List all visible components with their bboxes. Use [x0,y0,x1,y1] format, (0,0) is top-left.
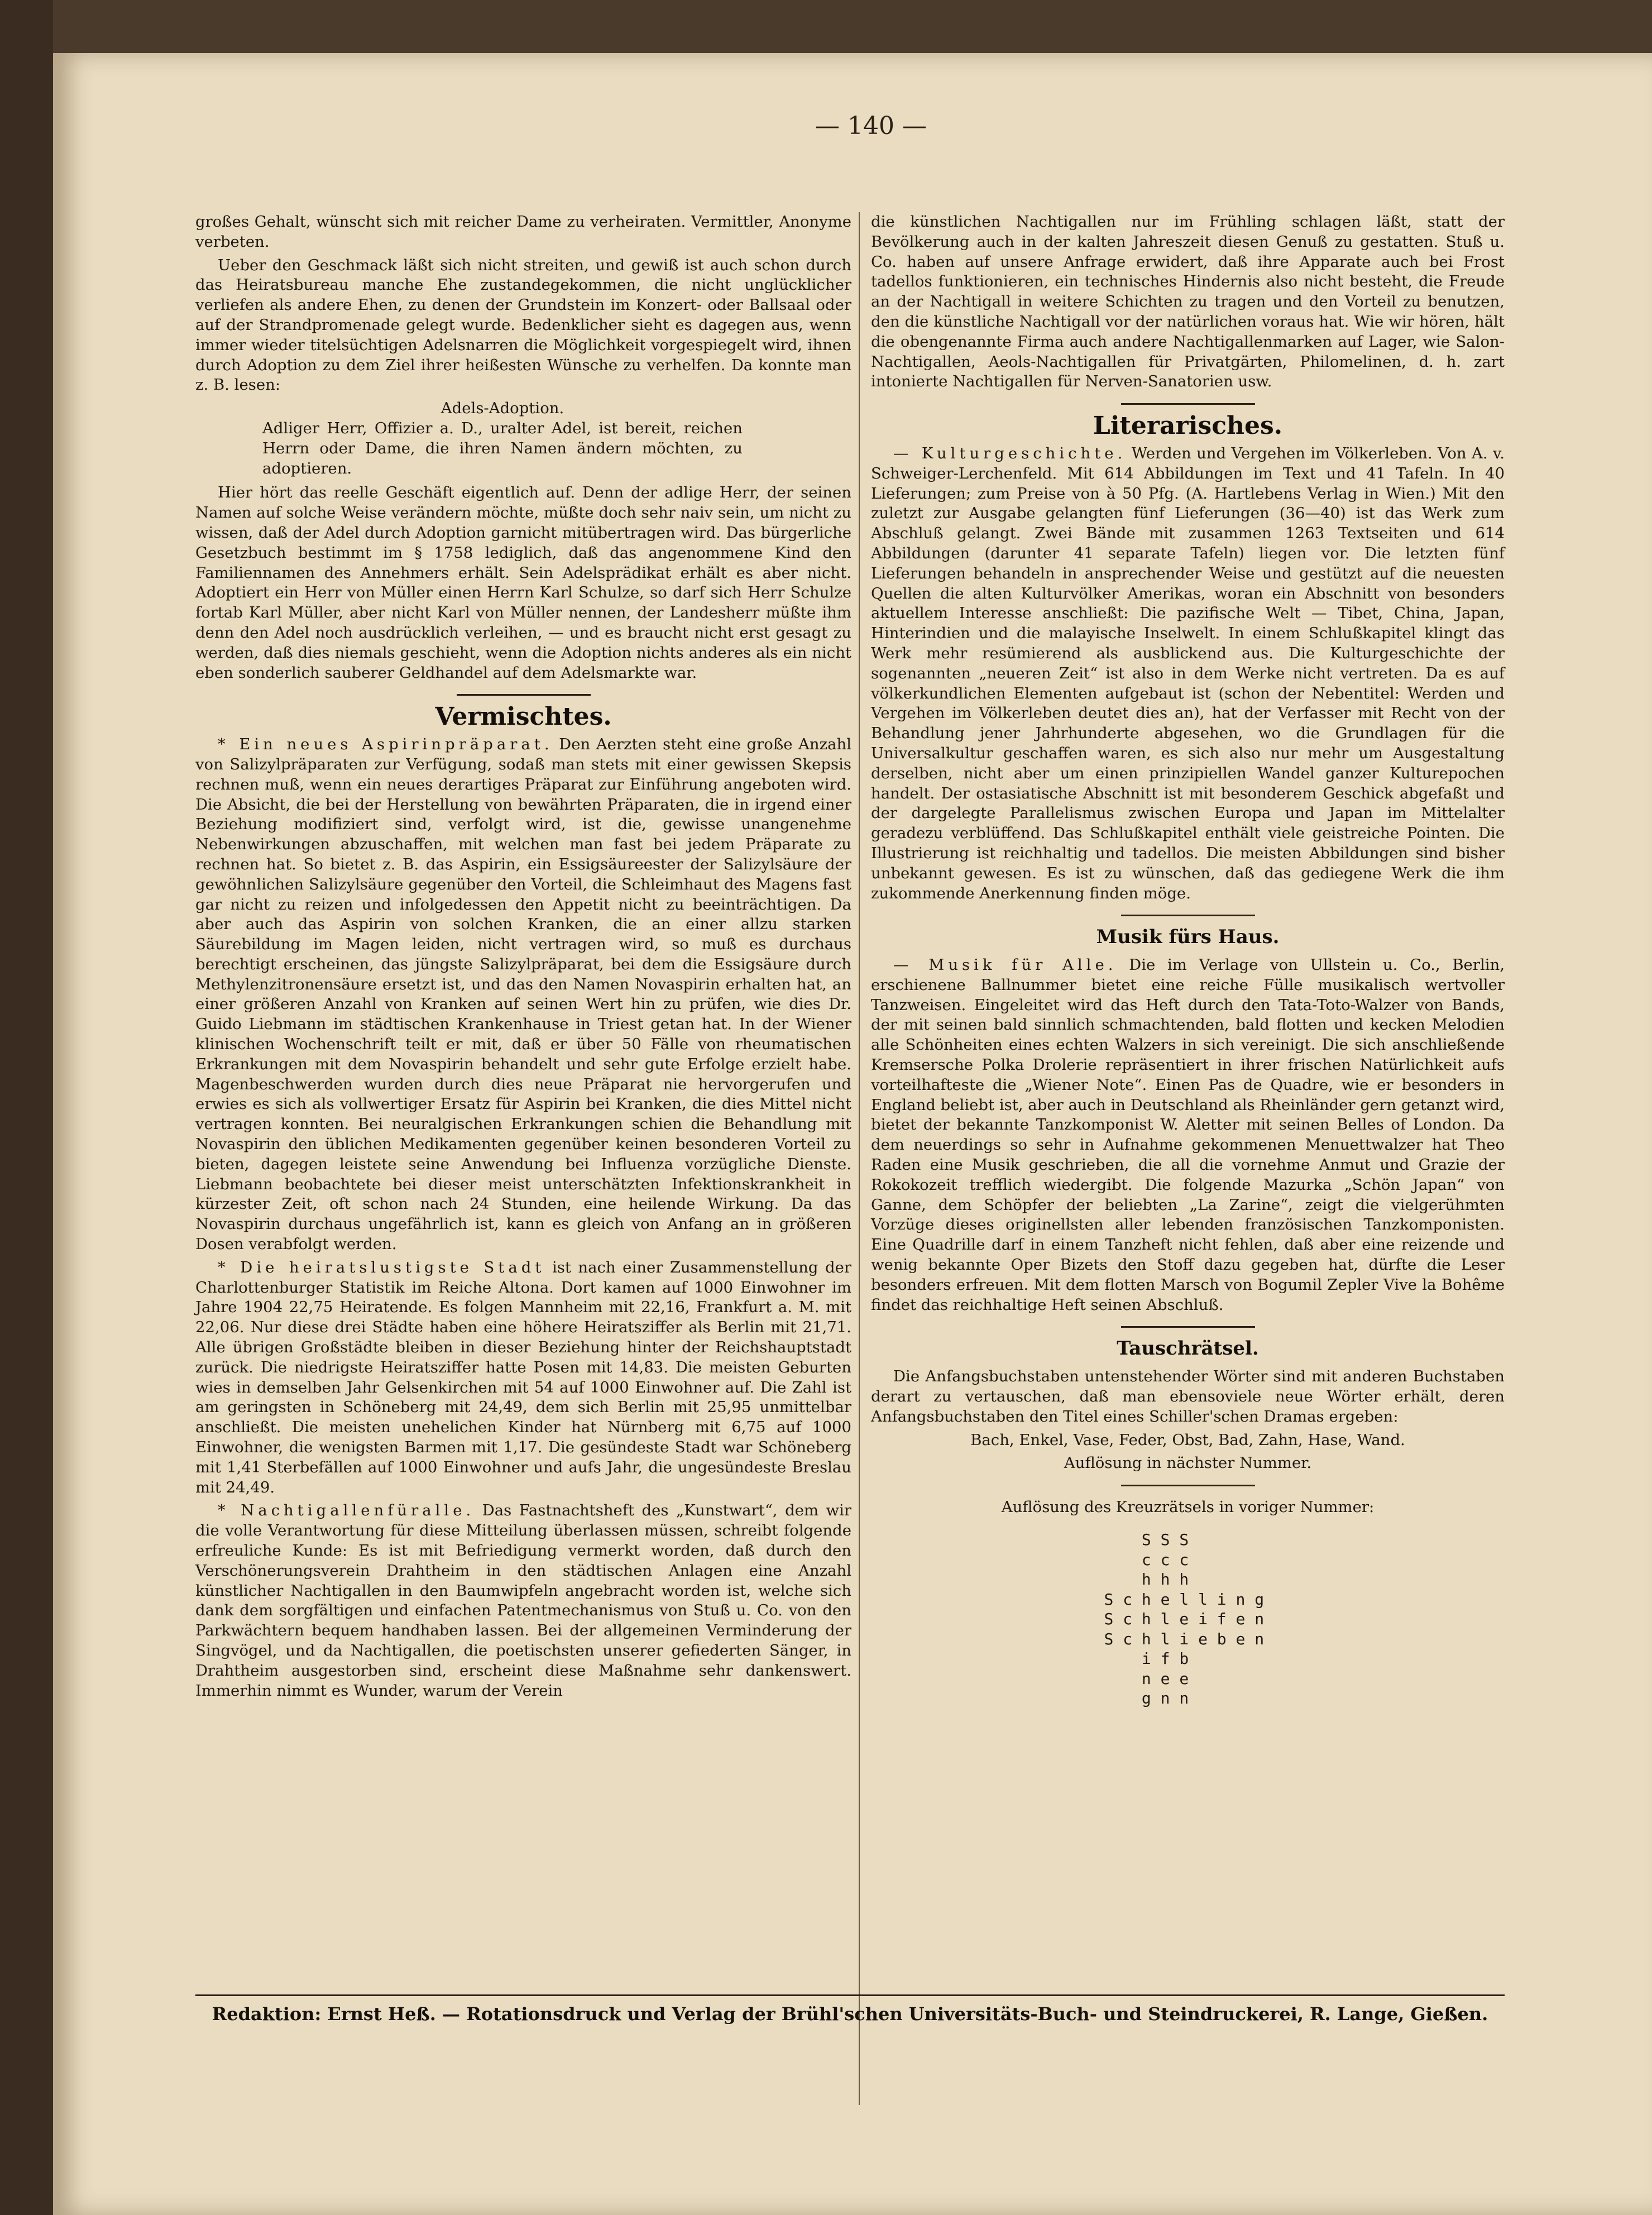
section-heading-music: Musik fürs Haus. [1096,926,1280,949]
book-binding [0,0,53,2215]
quote-text: Adliger Herr, Offizier a. D., uralter Adel, ist bereit, reichen Herrn oder Dame, die ihren Namen ändern möchten, zu adoptieren. [262,419,743,477]
right-column [871,212,1505,1709]
culture-review [871,444,1505,903]
section-rule [1121,1326,1255,1328]
solution-heading: Auflösung des Kreuzrätsels in voriger Nummer: [1001,1498,1375,1516]
quote-title: Adels-Adoption. [440,399,564,418]
article-text: ist nach einer Zusammenstellung der Charlottenburger Statistik im Reiche Altona. Dort kamen auf 1000 Einwohner im Jahre 1904 22,75 Heiratende. Es folgen Mannheim mit 22,16, Frankfurt a. M. mit 22,06. Nur diese drei Städte haben eine höhere Heiratsziffer als Berlin mit 21,71. Alle übrigen Großstädte bleiben in dieser Beziehung hinter der Reichshauptstadt zurück. Die niedrigste Heiratsziffer hatte Posen mit 14,83. Die meisten Geburten wies in demselben Jahr Gelsenkirchen mit 54 auf 1000 Einwohner auf. Die Zahl ist am geringsten in Schöneberg mit 24,49, dem sich Berlin mit 25,95 unmittelbar anschließt. Die meisten unehelichen Kinder hat Nürnberg mit 6,75 auf 1000 Einwohner, die wenigsten Barmen mit 1,17. Die gesündeste Stadt war Schöneberg mit 1,41 Sterbefällen auf 1000 Einwohner und aufs Jahr, die ungesündeste Breslau mit 24,49. [195,1258,851,1496]
article-lead: * Die heiratslustigste Stadt [218,1258,545,1276]
crossword-solution-grid: S S S c c c h h h S c h e l l i n g S c h l e i f e n S c h l i e b e n i f b n e e g n n [1104,1530,1265,1708]
section-rule [457,694,591,696]
puzzle-intro: Die Anfangsbuchstaben untenstehender Wörter sind mit anderen Buchstaben derart zu vertauschen, daß man ebensoviele neue Wörter erhält, deren Anfangsbuchstaben den Titel eines Schiller'schen Dramas ergeben: [871,1367,1505,1425]
imprint-footer: Redaktion: Ernst Heß. — Rotationsdruck und Verlag der Brühl'schen Universitäts-Buch- und Steindruckerei, R. Lange, Gießen. [212,2003,1488,2025]
footer-rule [195,1994,1505,1996]
article-text: Werden und Vergehen im Völkerleben. Von A. v. Schweiger-Lerchenfeld. Mit 614 Abbildungen im Text und 41 Tafeln. In 40 Lieferungen; zum Preise von à 50 Pfg. (A. Hartlebens Verlag in Wien.) Mit den zuletzt zur Ausgabe gelangten fünf Lieferungen (36—40) ist das Werk zum Abschluß gelangt. Zwei Bände mit zusammen 1263 Textseiten und 614 Abbildungen (darunter 41 separate Tafeln) liegen vor. Die letzten fünf Lieferungen behandeln in ansprechender Weise und gestützt auf die neuesten Quellen die alten Kulturvölker Amerikas, woran ein Abschnitt von besonders aktuellem Interesse anschließt: Die pazifische Welt — Tibet, China, Japan, Hinterindien und die malayische Inselwelt. In einem Schlußkapitel klingt das Werk mehr resümierend als ausblickend aus. Die Kulturgeschichte der sogenannten „neueren Zeit“ ist also in dem Werke nicht vertreten. Da es auf völkerkundlichen Elementen aufgebaut ist (schon der Nebentitel: Werden und Vergehen im Völkerleben deutet dies an), hat der Verfasser mit Recht von der Behandlung jener Jahrhunderte abgesehen, wo die Grundlagen für die Universalkultur geschaffen waren, es sich also nur mehr um Ausgestaltung derselben, nicht aber um einen prinzipiellen Wandel ganzer Kulturepochen handelt. Der ostasiatische Abschnitt ist mit besonderem Geschick abgefaßt und der dargelegte Parallelismus zwischen Europa und Japan im Mittelalter geradezu verblüffend. Das Schlußkapitel enthält viele geistreiche Pointen. Die Illustrierung ist reichhaltig und tadellos. Die meisten Abbildungen sind bisher unbekannt gewesen. Es ist zu wünschen, daß das gediegene Werk die ihm zukommende Anerkennung finden möge. [871,444,1505,902]
intro-paragraph: großes Gehalt, wünscht sich mit reicher Dame zu verheiraten. Vermittler, Anonyme verbeten. [195,213,851,251]
section-rule [1121,915,1255,916]
marriage-article [195,1258,851,1498]
music-review [871,955,1505,1315]
adoption-ad-quote [262,399,743,479]
column-divider [859,212,860,2105]
article-text: Die im Verlage von Ullstein u. Co., Berlin, erschienene Ballnummer bietet eine reiche Fülle musikalisch wertvoller Tanzweisen. Eingeleitet wird das Heft durch den Tata-Toto-Walzer von Bands, der mit seinen bald sinnlich schmachtenden, bald flotten und kecken Melodien alle Schönheiten eines echten Walzers in sich vereinigt. Die sich anschließende Kremsersche Polka Drolerie repräsentiert in ihrer frischen Natürlichkeit aufs vorteilhafteste die „Wiener Note“. Einen Pas de Quadre, wie er besonders in England beliebt ist, aber auch in Deutschland als Rheinländer gern getanzt wird, bietet der bekannte Tanzkomponist W. Aletter mit seinen Belles of London. Da dem neuerdings so sehr in Aufnahme gekommenen Menuettwalzer hat Theo Raden eine Musik geschrieben, die all die vornehme Anmut und Grazie der Rokokozeit trefflich wiedergibt. Die folgende Mazurka „Schön Japan“ von Ganne, dem Schöpfer der beliebten „La Zarine“, zeigt die vielgerühmten Vorzüge dieses originellsten aller lebenden französischen Tanzkomponisten. Eine Quadrille darf in einem Tanzheft nicht fehlen, daß aber eine reizende und wenig bekannte Oper Bizets den Stoff dazu gegeben hat, dürfte die Leser besonders erfreuen. Mit dem flotten Marsch von Bogumil Zepler Vive la Bohême findet das reichhaltige Heft seinen Abschluß. [871,956,1505,1314]
page-number: — 140 — [815,112,927,140]
article-paragraph: Hier hört das reelle Geschäft eigentlich auf. Denn der adlige Herr, der seinen Namen auf solche Weise verändern möchte, müßte doch sehr naiv sein, um nicht zu wissen, daß der Adel durch Adoption garnicht mitübertragen wird. Das bürgerliche Gesetzbuch bestimmt im § 1758 lediglich, daß das angenommene Kind den Familiennamen des Annehmers erhält. Sein Adelsprädikat erhält es aber nicht. Adoptiert ein Herr von Müller einen Herrn Karl Schulze, so darf sich Herr Schulze fortab Karl Müller, aber nicht Karl von Müller nennen, der Landesherr müßte ihm denn den Adel noch ausdrücklich verleihen, — und es braucht nicht erst gesagt zu werden, daß dies niemals geschieht, wenn die Adoption nichts anderes als ein nicht eben sonderlich sauberer Geldhandel auf dem Adelsmarkte war. [195,484,851,682]
puzzle-words: Bach, Enkel, Vase, Feder, Obst, Bad, Zahn, Hase, Wand. [970,1431,1405,1449]
nightingale-article [195,1501,851,1701]
puzzle-next-issue: Auflösung in nächster Nummer. [1064,1454,1312,1472]
article-text: Den Aerzten steht eine große Anzahl von Salizylpräparaten zur Verfügung, sodaß man stets mit einer gewissen Skepsis rechnen muß, wenn ein neues derartiges Präparat zur Einführung angeboten wird. Die Absicht, die bei der Herstellung von bewährten Präparaten, die in irgend einer Beziehung modifiziert sind, verfolgt wird, ist die, gewisse unangenehme Nebenwirkungen abzuschaffen, mit welchen man fast bei jedem Präparate zu rechnen hat. So bietet z. B. das Aspirin, ein Essigsäureester der Salizylsäure der gewöhnlichen Salizylsäure gegenüber den Vorteil, die Schleimhaut des Magens fast gar nicht zu reizen und infolgedessen den Appetit nicht zu beeinträchtigen. Da aber auch das Aspirin von solchen Kranken, die an einer allzu starken Säurebildung im Magen leiden, nicht vertragen wird, so muß es durchaus berechtigt erscheinen, das jüngste Salizylpräparat, bei dem die Essigsäure durch Methylenzitronensäure ersetzt ist, und das den Namen Novaspirin erhalten hat, an einer größeren Anzahl von Kranken auf seinen Wert hin zu prüfen, wie dies Dr. Guido Liebmann im städtischen Krankenhause in Triest getan hat. In der Wiener klinischen Wochenschrift teilt er mit, daß er über 50 Fälle von rheumatischen Erkrankungen mit dem Novaspirin behandelt und sehr gute Erfolge erzielt habe. Magenbeschwerden wurden durch dies neue Präparat nie hervorgerufen und erwies es sich als vollwertiger Ersatz für Aspirin bei Kranken, die dies Mittel nicht vertragen konnten. Bei neuralgischen Erkrankungen schien die Behandlung mit Novaspirin den üblichen Medikamenten gegenüber keinen besonderen Vorteil zu bieten, dagegen leistete seine Anwendung bei Influenza vorzügliche Dienste. Liebmann beobachtete bei dieser meist unterschätzten Infektionskrankheit in kürzester Zeit, oft schon nach 24 Stunden, eine heilende Wirkung. Da das Novaspirin durchaus ungefährlich ist, kann es gleich von Anfang an in größeren Dosen verabfolgt werden. [195,735,851,1254]
article-text: Das Fastnachtsheft des „Kunstwart“, dem wir die volle Verantwortung für diese Mitteilung überlassen müssen, schreibt folgende erfreuliche Kunde: Es ist mit Befriedigung vermerkt worden, daß durch den Verschönerungsverein Drahtheim in den städtischen Anlagen eine Anzahl künstlicher Nachtigallen in den Baumwipfeln angebracht worden ist, welche sich dank dem sorgfältigen und einfachen Patentmechanismus von Stuß u. Co. von den Parkwächtern bequem handhaben lassen. Bei der allgemeinen Verminderung der Singvögel, und da Nachtigallen, die poetischsten unserer gefiederten Sänger, in Drahtheim ausgestorben sind, erscheint diese Maßnahme sehr dankenswert. Immerhin nimmt es Wunder, warum der Verein [195,1501,851,1700]
left-column [195,212,851,1704]
article-lead: — Musik für Alle. [893,956,1117,974]
nightingale-continuation: die künstlichen Nachtigallen nur im Frühling schlagen läßt, statt der Bevölkerung auch in der kalten Jahreszeit diesen Genuß zu gestatten. Stuß u. Co. haben auf unsere Anfrage erwidert, daß ihre Apparate auch bei Frost tadellos funktionieren, ein technisches Hindernis also nicht besteht, die Freude an der Nachtigall in weitere Schichten zu tragen und den Vorteil zu benutzen, den die künstliche Nachtigall vor der natürlichen voraus hat. Wie wir hören, hält die obengenannte Firma auch andere Nachtigallenmarken auf Lager, wie Salon-Nachtigallen, Aeols-Nachtigallen für Privatgärten, Philomelinen, d. h. zart intonierte Nachtigallen für Nerven-Sanatorien usw. [871,213,1505,391]
section-heading-misc: Vermischtes. [435,702,612,731]
aspirin-article [195,735,851,1255]
section-rule [1121,403,1255,405]
section-rule [1121,1485,1255,1486]
article-lead: * Nachtigallenfüralle. [218,1501,475,1520]
section-heading-puzzle: Tauschrätsel. [1117,1337,1259,1360]
article-lead: * Ein neues Aspirinpräparat. [218,735,553,754]
book-cover-edge [0,0,1652,53]
intro-paragraph: Ueber den Geschmack läßt sich nicht streiten, und gewiß ist auch schon durch das Heiratsbureau manche Ehe zustandegekommen, die nicht unglücklicher verliefen als andere Ehen, zu denen der Grundstein im Konzert- oder Ballsaal oder auf der Strandpromenade gelegt wurde. Bedenklicher sieht es dagegen aus, wenn immer wieder titelsüchtigen Adelsnarren die Möglichkeit vorgespiegelt wird, ihnen durch Adoption zu dem Ziel ihrer heißesten Wünsche zu verhelfen. Da konnte man z. B. lesen: [195,256,851,394]
article-lead: — Kulturgeschichte. [893,444,1127,462]
section-heading-literary: Literarisches. [1093,412,1283,441]
